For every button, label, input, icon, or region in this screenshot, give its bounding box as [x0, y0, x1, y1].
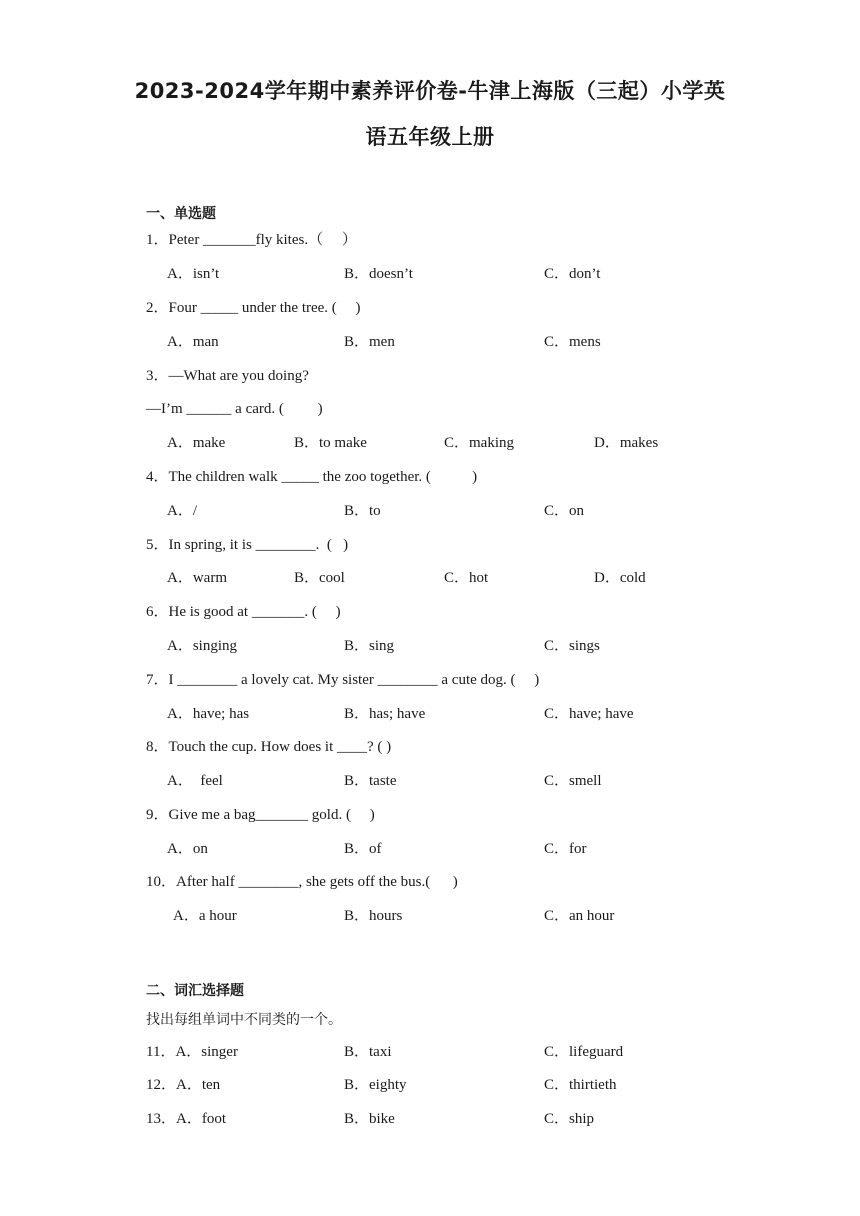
- page-title-line-1: 2023-2024学年期中素养评价卷-牛津上海版（三起）小学英: [134, 79, 726, 103]
- section-heading-vocabulary: 二、词汇选择题: [146, 983, 244, 999]
- question-6-option-b[interactable]: B．sing: [344, 638, 395, 654]
- section-heading-single-choice: 一、单选题: [146, 206, 216, 222]
- question-10-option-a[interactable]: A．a hour: [173, 908, 237, 924]
- question-3-stem-2: —I’m ______ a card. ( ): [146, 401, 323, 417]
- question-1-option-c[interactable]: C．don’t: [544, 266, 601, 282]
- question-6-option-a[interactable]: A．singing: [167, 638, 238, 654]
- question-4-stem: 4．The children walk _____ the zoo together. ( ): [146, 469, 478, 485]
- question-5-option-a[interactable]: A．warm: [167, 570, 227, 586]
- question-3-option-b[interactable]: B．to make: [294, 435, 367, 451]
- question-1-stem: 1．Peter _______fly kites.（ ）: [146, 232, 357, 248]
- question-8-option-b[interactable]: B．taste: [344, 773, 397, 789]
- question-7-option-c[interactable]: C．have; have: [544, 706, 634, 722]
- question-8-option-c[interactable]: C．smell: [544, 773, 602, 789]
- section-instruction: 找出每组单词中不同类的一个。: [146, 1012, 342, 1028]
- question-4-option-a[interactable]: A．/: [167, 503, 198, 519]
- question-7-option-a[interactable]: A．have; has: [167, 706, 250, 722]
- question-12-option-a[interactable]: 12．A．ten: [146, 1077, 221, 1093]
- question-8-stem: 8．Touch the cup. How does it ____? ( ): [146, 739, 392, 755]
- question-2-option-b[interactable]: B．men: [344, 334, 395, 350]
- question-2-option-a[interactable]: A．man: [167, 334, 219, 350]
- question-9-option-a[interactable]: A．on: [167, 841, 208, 857]
- question-13-option-b[interactable]: B．bike: [344, 1111, 395, 1127]
- question-7-option-b[interactable]: B．has; have: [344, 706, 426, 722]
- question-6-stem: 6．He is good at _______. ( ): [146, 604, 341, 620]
- question-10-option-c[interactable]: C．an hour: [544, 908, 615, 924]
- question-13-option-c[interactable]: C．ship: [544, 1111, 595, 1127]
- question-7-stem: 7．I ________ a lovely cat. My sister ________ a cute dog. ( ): [146, 672, 540, 688]
- question-11-option-c[interactable]: C．lifeguard: [544, 1044, 624, 1060]
- question-11-option-b[interactable]: B．taxi: [344, 1044, 392, 1060]
- question-4-option-b[interactable]: B．to: [344, 503, 381, 519]
- page-title-line-2: 语五年级上册: [365, 125, 495, 149]
- question-12-option-c[interactable]: C．thirtieth: [544, 1077, 617, 1093]
- question-2-stem: 2．Four _____ under the tree. ( ): [146, 300, 361, 316]
- question-3-stem: 3．—What are you doing?: [146, 368, 309, 384]
- question-11-option-a[interactable]: 11．A．singer: [146, 1044, 238, 1060]
- question-4-option-c[interactable]: C．on: [544, 503, 585, 519]
- question-9-option-c[interactable]: C．for: [544, 841, 587, 857]
- question-8-option-a[interactable]: A． feel: [167, 773, 223, 789]
- question-6-option-c[interactable]: C．sings: [544, 638, 600, 654]
- question-10-option-b[interactable]: B．hours: [344, 908, 403, 924]
- question-5-stem: 5．In spring, it is ________. ( ): [146, 537, 349, 553]
- question-9-stem: 9．Give me a bag_______ gold. ( ): [146, 807, 375, 823]
- question-13-option-a[interactable]: 13．A．foot: [146, 1111, 226, 1127]
- question-5-option-b[interactable]: B．cool: [294, 570, 345, 586]
- question-3-option-a[interactable]: A．make: [167, 435, 226, 451]
- question-5-option-d[interactable]: D．cold: [594, 570, 646, 586]
- question-3-option-c[interactable]: C．making: [444, 435, 514, 451]
- question-1-option-b[interactable]: B．doesn’t: [344, 266, 413, 282]
- question-3-option-d[interactable]: D．makes: [594, 435, 659, 451]
- question-9-option-b[interactable]: B．of: [344, 841, 382, 857]
- question-12-option-b[interactable]: B．eighty: [344, 1077, 407, 1093]
- question-2-option-c[interactable]: C．mens: [544, 334, 601, 350]
- question-10-stem: 10．After half ________, she gets off the bus.( ): [146, 874, 458, 890]
- question-5-option-c[interactable]: C．hot: [444, 570, 489, 586]
- question-1-option-a[interactable]: A．isn’t: [167, 266, 220, 282]
